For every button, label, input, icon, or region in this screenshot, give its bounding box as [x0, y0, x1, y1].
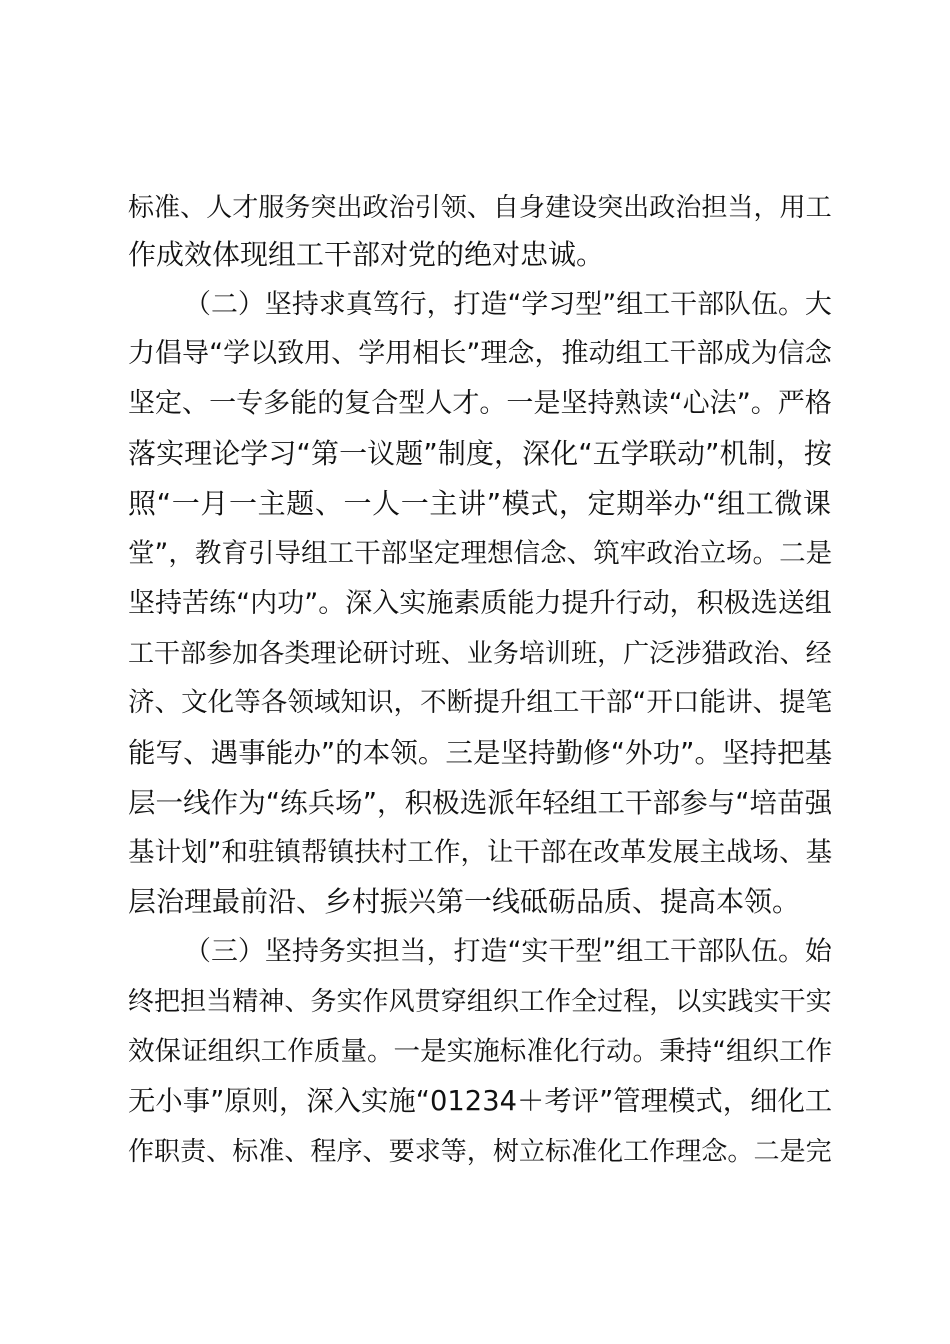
- section-heading-2: （二）坚持求真笃行，打造“学习型”组工干部队伍。大: [184, 289, 832, 320]
- section-heading-3: （三）坚持务实担当，打造“实干型”组工干部队伍。始: [184, 936, 832, 967]
- text-line: 层治理最前沿、乡村振兴第一线砥砺品质、提高本领。: [128, 885, 801, 918]
- text-line: 无小事”原则，深入实施“01234＋考评”管理模式，细化工: [128, 1086, 833, 1117]
- text-line: 坚定、一专多能的复合型人才。一是坚持熟读“心法”。严格: [128, 388, 832, 419]
- text-line: 堂”，教育引导组工干部坚定理想信念、筑牢政治立场。二是: [128, 538, 833, 569]
- text-line: 落实理论学习“第一议题”制度，深化“五学联动”机制，按: [128, 437, 832, 470]
- text-line: 工干部参加各类理论研讨班、业务培训班，广泛涉猎政治、经: [128, 639, 832, 669]
- text-line: 力倡导“学以致用、学用相长”理念，推动组工干部成为信念: [128, 338, 832, 369]
- text-line: 作成效体现组工干部对党的绝对忠诚。: [128, 238, 605, 271]
- text-line: 层一线作为“练兵场”，积极选派年轻组工干部参与“培苗强: [128, 787, 833, 819]
- text-line: 能写、遇事能办”的本领。三是坚持勤修“外功”。坚持把基: [128, 737, 833, 769]
- text-line: 照“一月一主题、一人一主讲”模式，定期举办“组工微课: [128, 487, 832, 520]
- text-line: 济、文化等各领域知识，不断提升组工干部“开口能讲、提笔: [128, 687, 833, 718]
- text-line: 坚持苦练“内功”。深入实施素质能力提升行动，积极选送组: [128, 588, 832, 619]
- text-line: 效保证组织工作质量。一是实施标准化行动。秉持“组织工作: [128, 1036, 833, 1067]
- text-line: 终把担当精神、务实作风贯穿组织工作全过程，以实践实干实: [128, 987, 832, 1017]
- text-line: 作职责、标准、程序、要求等，树立标准化工作理念。二是完: [128, 1137, 832, 1167]
- text-line: 基计划”和驻镇帮镇扶村工作，让干部在改革发展主战场、基: [128, 837, 833, 868]
- text-line: 标准、人才服务突出政治引领、自身建设突出政治担当，用工: [128, 193, 832, 223]
